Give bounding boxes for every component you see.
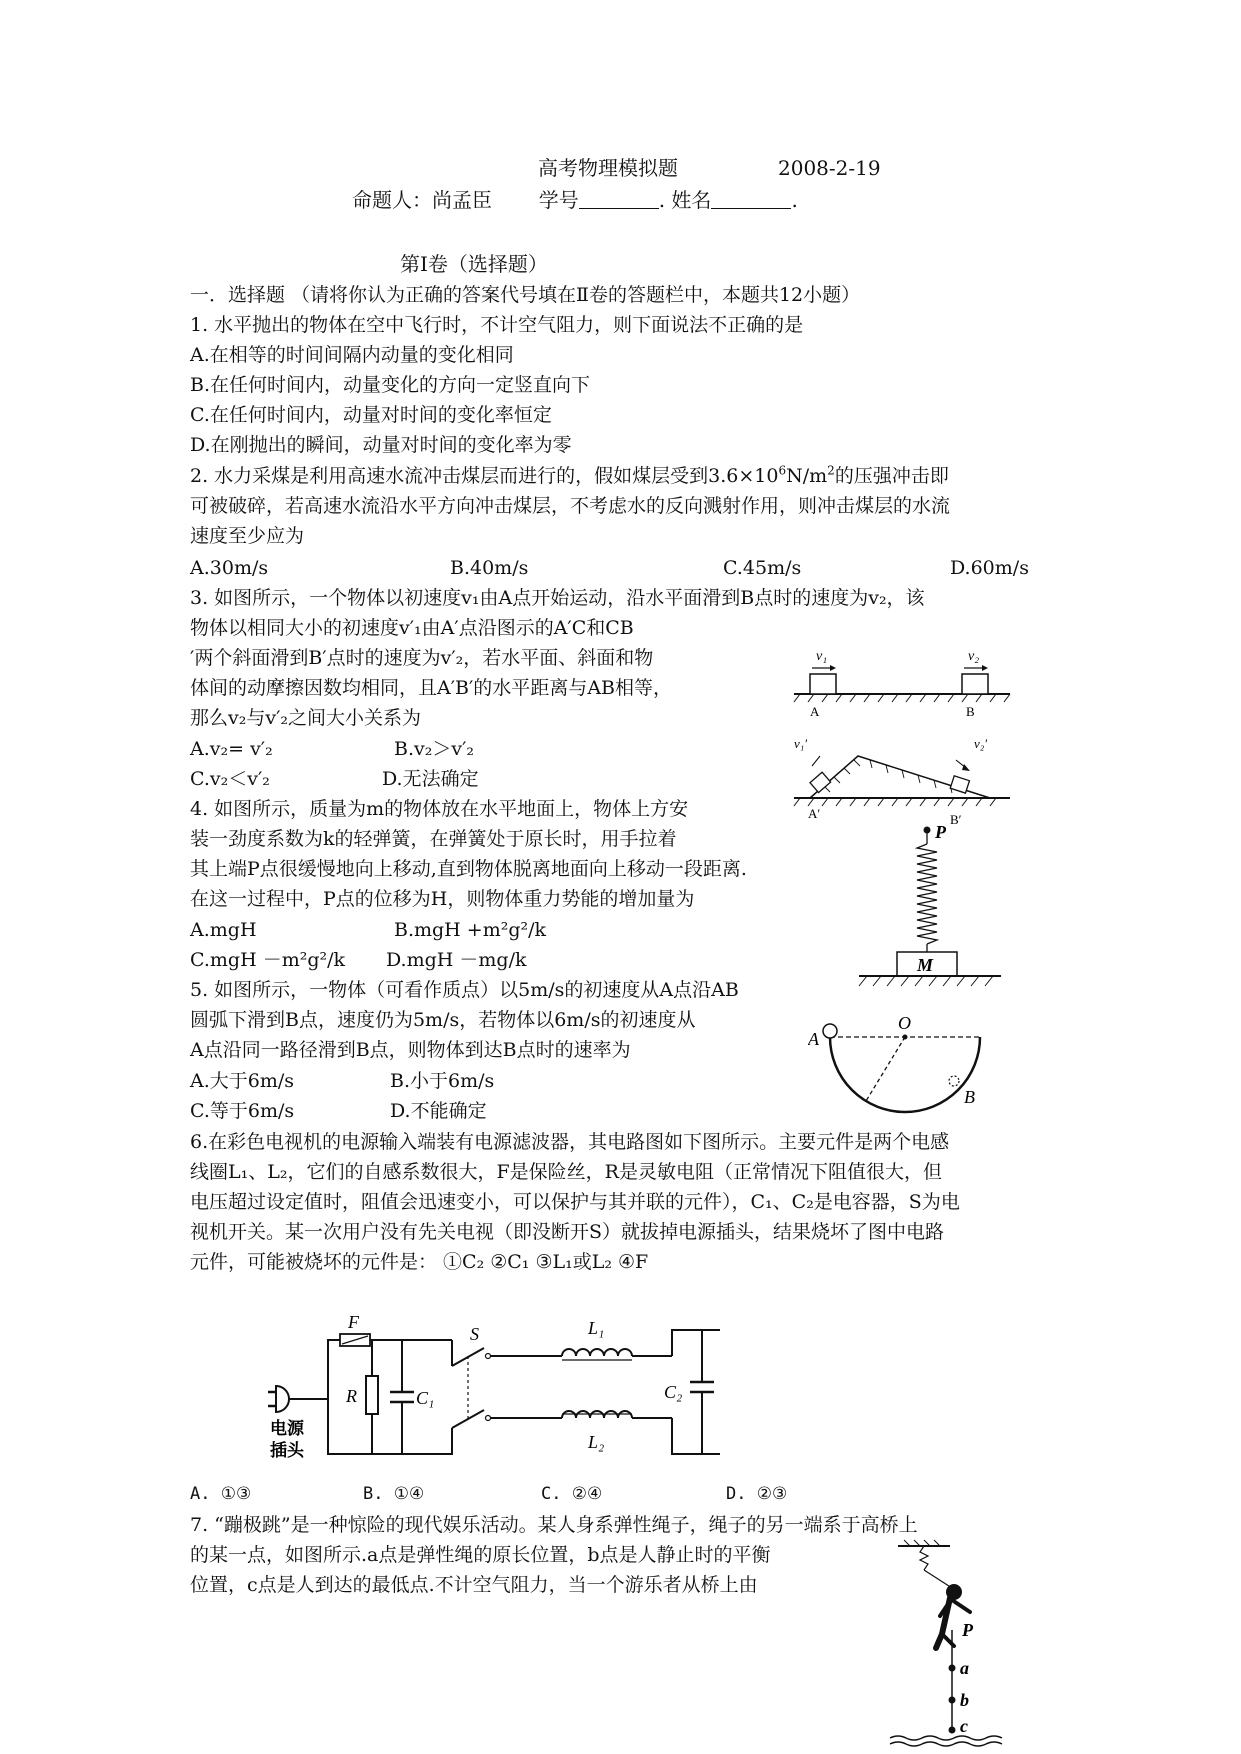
q7-fig-a: a	[960, 1658, 969, 1678]
q3-fig-a: A	[810, 704, 820, 719]
q3-fig-v1: v₁	[816, 649, 828, 664]
author-line	[352, 188, 798, 212]
name-label: . 姓名	[658, 188, 712, 212]
q6-option-c: C. ②④	[541, 1484, 603, 1504]
q2-l1exp: 6	[778, 463, 787, 478]
q3-option-b: B.v₂＞v′₂	[394, 738, 475, 760]
q6-option-a: A. ①③	[190, 1484, 252, 1504]
q4-line-1: 4. 如图所示，质量为m的物体放在水平地面上，物体上方安	[190, 798, 689, 820]
section-heading: 一．选择题 （请将你认为正确的答案代号填在Ⅱ卷的答题栏中，本题共12小题）	[190, 284, 861, 306]
q5-figure	[808, 1015, 1008, 1135]
q6-line-4: 视机开关。某一次用户没有先关电视（即没断开S）就拔掉电源插头，结果烧坏了图中电路	[190, 1221, 945, 1243]
q4-fig-m: M	[917, 955, 934, 975]
q5-option-d: D.不能确定	[390, 1100, 487, 1122]
q7-fig-c: c	[960, 1716, 968, 1736]
q2-l1c: 的压强冲击即	[834, 465, 949, 487]
q6-line-5: 元件，可能被烧坏的元件是： ①C₂ ②C₁ ③L₁或L₂ ④F	[190, 1251, 649, 1273]
q3-option-a: A.v₂= v′₂	[190, 738, 273, 760]
q2-line-3: 速度至少应为	[190, 525, 305, 547]
q3-option-d: D.无法确定	[382, 768, 479, 790]
q4-option-b: B.mgH +m²g²/k	[394, 919, 547, 941]
q4-line-2: 装一劲度系数为k的轻弹簧，在弹簧处于原长时，用手拉着	[190, 828, 677, 850]
q1-option-c: C.在任何时间内，动量对时间的变化率恒定	[190, 404, 552, 426]
q3-line-4: 体间的动摩擦因数均相同，且A′B′的水平距离与AB相等，	[190, 677, 672, 699]
q5-line-3: A点沿同一路径滑到B点，则物体到达B点时的速率为	[190, 1039, 631, 1061]
q2-option-b: B.40m/s	[450, 557, 529, 579]
q5-fig-a: A	[808, 1029, 819, 1049]
q3-line-2: 物体以相同大小的初速度v′₁由A′点沿图示的A′C和CB	[190, 617, 634, 639]
q2-option-a: A.30m/s	[190, 557, 269, 579]
q5-option-a: A.大于6m/s	[190, 1070, 295, 1092]
q7-fig-p: P	[962, 1620, 973, 1640]
q7-line-2: 的某一点，如图所示.a点是弹性绳的原长位置，b点是人静止时的平衡	[190, 1544, 771, 1566]
q6-line-2: 线圈L₁、L₂，它们的自感系数很大，F是保险丝，R是灵敏电阻（正常情况下阻值很大，但	[190, 1161, 942, 1183]
q6-fig-l1: L₁	[588, 1318, 605, 1338]
q2-line-1	[190, 464, 949, 488]
q3-fig-bp: B′	[950, 812, 962, 827]
q6-fig-plug-line1: 电源	[270, 1419, 304, 1438]
q4-line-3: 其上端P点很缓慢地向上移动,直到物体脱离地面向上移动一段距离.	[190, 858, 747, 880]
q6-circuit-figure	[262, 1310, 722, 1460]
q6-fig-l2: L₂	[588, 1432, 605, 1452]
q2-option-c: C.45m/s	[723, 557, 802, 579]
q3-figure	[790, 638, 1020, 828]
q7-fig-b: b	[960, 1690, 969, 1710]
end-dot: .	[791, 188, 798, 212]
name-blank[interactable]	[711, 190, 791, 209]
q3-line-1: 3. 如图所示，一个物体以初速度v₁由A点开始运动，沿水平面滑到B点时的速度为v₂，该	[190, 587, 925, 609]
q5-option-c: C.等于6m/s	[190, 1100, 295, 1122]
q2-line-2: 可被破碎，若高速水流沿水平方向冲击煤层，不考虑水的反向溅射作用，则冲击煤层的水流	[190, 495, 951, 517]
q5-line-1: 5. 如图所示，一物体（可看作质点）以5m/s的初速度从A点沿AB	[190, 979, 739, 1001]
q6-option-d: D. ②③	[726, 1484, 788, 1504]
q1-option-a: A.在相等的时间间隔内动量的变化相同	[190, 344, 514, 366]
part-heading: 第Ⅰ卷（选择题）	[400, 252, 548, 276]
q3-fig-ap: A′	[808, 806, 821, 821]
q5-fig-b: B	[964, 1087, 975, 1107]
q6-fig-s: S	[470, 1324, 479, 1344]
author: 命题人：尚孟臣	[352, 188, 492, 212]
q2-l1a: 2. 水力采煤是利用高速水流冲击煤层而进行的，假如煤层受到3.6×10	[190, 465, 779, 487]
q7-bungee-figure	[880, 1538, 1020, 1748]
q6-fig-r: R	[346, 1386, 357, 1406]
q3-fig-v2: v₂	[968, 649, 980, 664]
exam-date: 2008-2-19	[778, 156, 881, 180]
q5-line-2: 圆弧下滑到B点，速度仍为5m/s，若物体以6m/s的初速度从	[190, 1009, 696, 1031]
q6-line-3: 电压超过设定值时，阻值会迅速变小，可以保护与其并联的元件），C₁、C₂是电容器，S为电	[190, 1191, 960, 1213]
q6-fig-c1: C₁	[416, 1388, 435, 1408]
q5-fig-o: O	[898, 1015, 911, 1033]
q4-option-a: A.mgH	[190, 919, 257, 941]
q4-option-c: C.mgH －m²g²/k	[190, 949, 346, 971]
q6-line-1: 6.在彩色电视机的电源输入端装有电源滤波器，其电路图如下图所示。主要元件是两个电感	[190, 1131, 950, 1153]
q1-stem: 1. 水平抛出的物体在空中飞行时，不计空气阻力，则下面说法不正确的是	[190, 314, 804, 336]
q3-fig-v2p: v₂′	[974, 736, 988, 751]
q2-option-d: D.60m/s	[950, 557, 1029, 579]
q3-fig-b: B	[966, 704, 975, 719]
q7-line-1: 7. “蹦极跳”是一种惊险的现代娱乐活动。某人身系弹性绳子，绳子的另一端系于高桥上	[190, 1514, 918, 1536]
q3-line-3: ′两个斜面滑到B′点时的速度为v′₂，若水平面、斜面和物	[190, 647, 654, 669]
page-title: 高考物理模拟题	[538, 156, 678, 180]
q3-option-c: C.v₂＜v′₂	[190, 768, 270, 790]
q4-fig-p: P	[935, 822, 946, 842]
q1-option-d: D.在刚抛出的瞬间，动量对时间的变化率为零	[190, 434, 572, 456]
student-id-label: 学号	[538, 188, 579, 212]
q3-line-5: 那么v₂与v′₂之间大小关系为	[190, 707, 422, 729]
q4-option-d: D.mgH －mg/k	[386, 949, 527, 971]
student-id-blank[interactable]	[579, 190, 659, 209]
q6-fig-f: F	[348, 1312, 359, 1332]
q1-option-b: B.在任何时间内，动量变化的方向一定竖直向下	[190, 374, 591, 396]
q6-fig-c2: C₂	[664, 1382, 683, 1402]
q4-line-4: 在这一过程中，P点的位移为H，则物体重力势能的增加量为	[190, 888, 695, 910]
q3-fig-v1p: v₁′	[794, 736, 808, 751]
q7-line-3: 位置，c点是人到达的最低点.不计空气阻力，当一个游乐者从桥上由	[190, 1574, 758, 1596]
q2-l1exp2: 2	[827, 463, 835, 478]
q4-figure	[855, 818, 1005, 988]
q6-option-b: B. ①④	[363, 1484, 425, 1504]
q2-l1b: N/m	[786, 465, 828, 487]
q6-fig-plug-line2: 插头	[270, 1441, 304, 1460]
q5-option-b: B.小于6m/s	[390, 1070, 495, 1092]
